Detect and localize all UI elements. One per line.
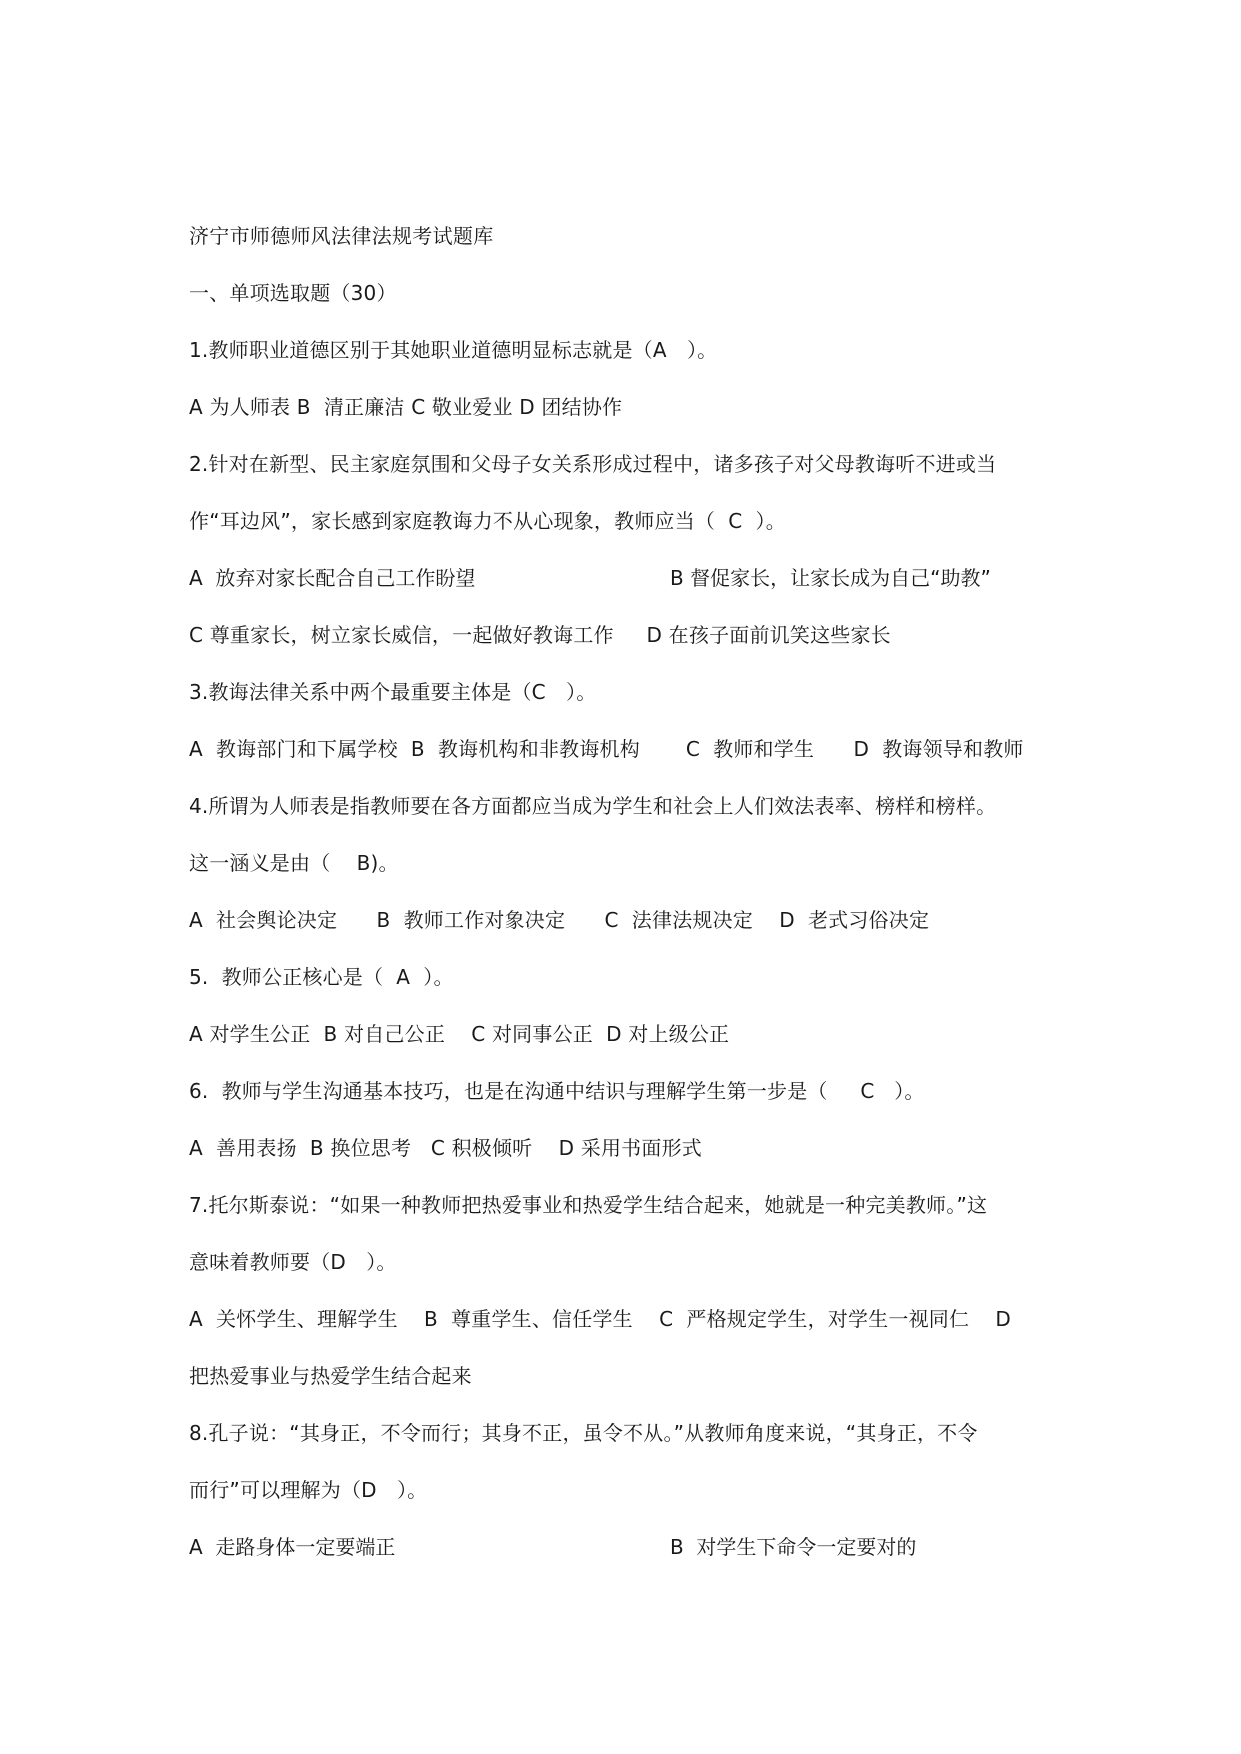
options-line bbox=[189, 564, 1089, 592]
question-line: 把热爱事业与热爱学生结合起来 bbox=[189, 1364, 472, 1388]
options-line: A 关怀学生、理解学生 B 尊重学生、信任学生 C 严格规定学生，对学生一视同仁 D bbox=[189, 1307, 1012, 1331]
options-line: A 为人师表 B 清正廉洁 C 敬业爱业 D 团结协作 bbox=[189, 395, 623, 419]
options-line bbox=[189, 1533, 1089, 1561]
question-line: 1.教师职业道德区别于其她职业道德明显标志就是（A ）。 bbox=[189, 338, 718, 362]
question-line: 4.所谓为人师表是指教师要在各方面都应当成为学生和社会上人们效法表率、榜样和榜样。 bbox=[189, 794, 997, 818]
option-b: B 对学生下命令一定要对的 bbox=[670, 1535, 917, 1559]
document-title: 济宁市师德师风法律法规考试题库 bbox=[189, 224, 494, 248]
section-heading: 一、单项选取题（30） bbox=[189, 281, 397, 305]
question-line: 意味着教师要（D ）。 bbox=[189, 1250, 397, 1274]
option-b: B 督促家长，让家长成为自己“助教” bbox=[670, 566, 991, 590]
option-a: A 走路身体一定要端正 bbox=[189, 1535, 396, 1559]
options-line: A 教诲部门和下属学校 B 教诲机构和非教诲机构 C 教师和学生 D 教诲领导和教师 bbox=[189, 737, 1024, 761]
question-line: 5. 教师公正核心是（ A ）。 bbox=[189, 965, 454, 989]
document-body bbox=[189, 222, 1089, 1590]
question-line: 8.孔子说：“其身正，不令而行；其身不正，虽令不从。”从教师角度来说，“其身正，不令 bbox=[189, 1421, 978, 1445]
option-a: A 放弃对家长配合自己工作盼望 bbox=[189, 566, 476, 590]
options-line: A 社会舆论决定 B 教师工作对象决定 C 法律法规决定 D 老式习俗决定 bbox=[189, 908, 930, 932]
question-line: 作“耳边风”，家长感到家庭教诲力不从心现象，教师应当（ C ）。 bbox=[189, 509, 786, 533]
question-line: 这一涵义是由（ B)。 bbox=[189, 851, 399, 875]
question-line: 7.托尔斯泰说：“如果一种教师把热爱事业和热爱学生结合起来，她就是一种完美教师。”这 bbox=[189, 1193, 988, 1217]
question-line: 6. 教师与学生沟通基本技巧，也是在沟通中结识与理解学生第一步是（ C ）。 bbox=[189, 1079, 925, 1103]
options-line: C 尊重家长，树立家长威信，一起做好教诲工作 D 在孩子面前讥笑这些家长 bbox=[189, 623, 891, 647]
question-line: 2.针对在新型、民主家庭氛围和父母子女关系形成过程中，诸多孩子对父母教诲听不进或当 bbox=[189, 452, 997, 476]
question-line: 3.教诲法律关系中两个最重要主体是（C ）。 bbox=[189, 680, 597, 704]
options-line: A 对学生公正 B 对自己公正 C 对同事公正 D 对上级公正 bbox=[189, 1022, 730, 1046]
options-line: A 善用表扬 B 换位思考 C 积极倾听 D 采用书面形式 bbox=[189, 1136, 702, 1160]
question-line: 而行”可以理解为（D ）。 bbox=[189, 1478, 428, 1502]
